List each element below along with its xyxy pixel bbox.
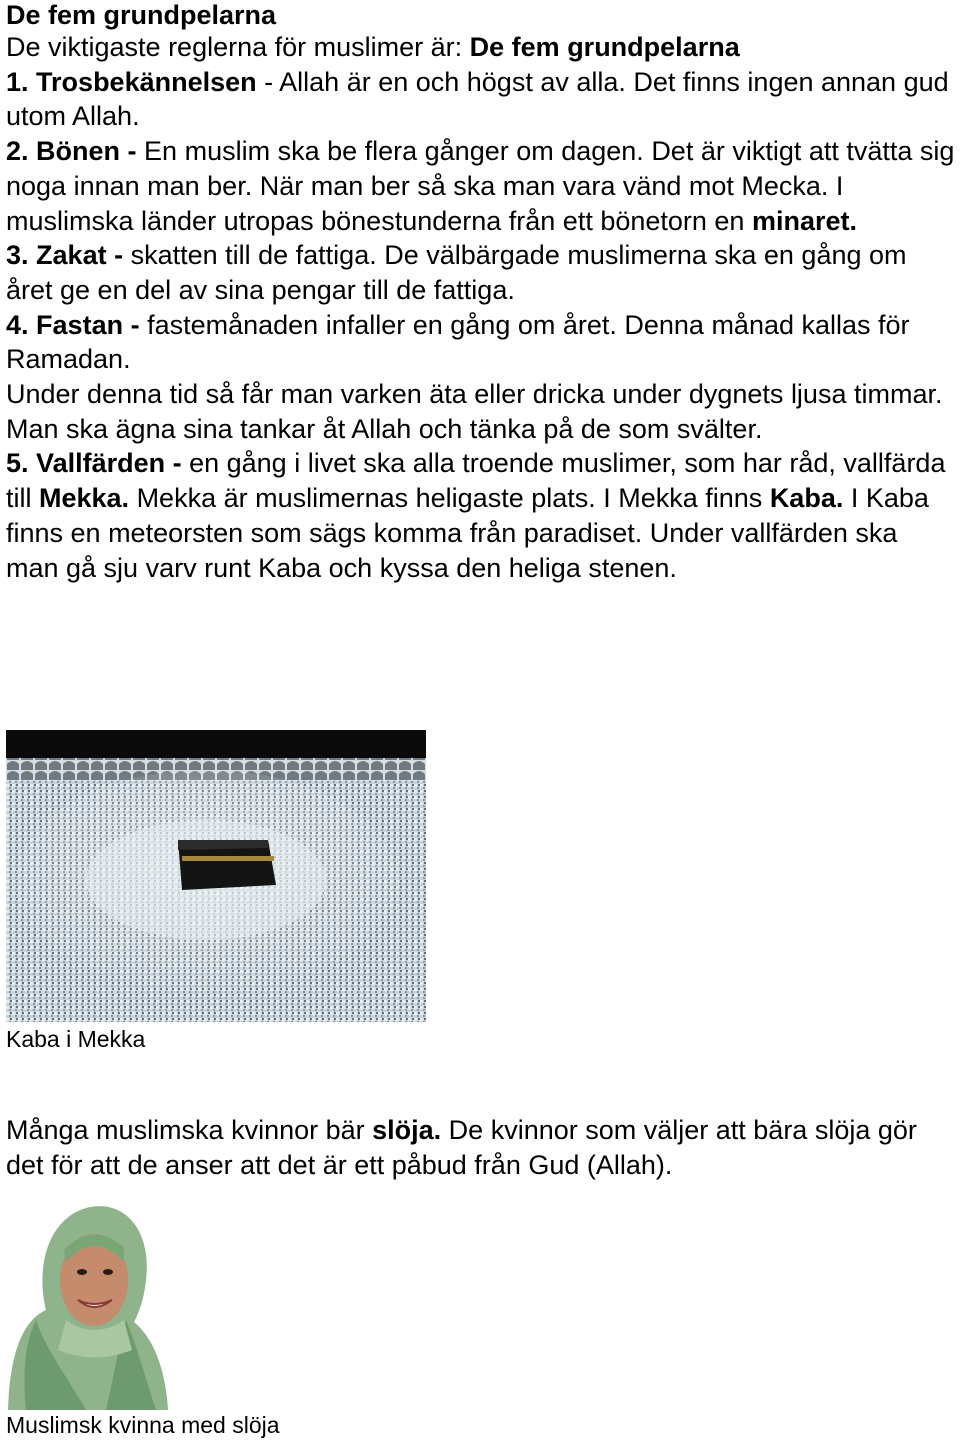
woman-photo: [6, 1200, 170, 1410]
pillar-1-name: Trosbekännelsen: [36, 66, 257, 97]
woman-caption: Muslimsk kvinna med slöja: [6, 1412, 280, 1438]
pillar-2: [6, 134, 956, 238]
veil-bold: slöja.: [372, 1115, 442, 1145]
pillar-1-number: 1.: [6, 66, 29, 97]
veil-text-a: Många muslimska kvinnor bär: [6, 1115, 373, 1145]
pillar-5: [6, 446, 956, 585]
intro-bold: De fem grundpelarna: [469, 32, 740, 62]
pillar-2-number: 2.: [6, 136, 29, 167]
document-body: [6, 0, 956, 585]
pillar-2-text: En muslim ska be flera gånger om dagen. Det är viktigt att tvätta sig noga innan man ber. När man ber så ska man vara vänd mot Mecka. I muslimska länder utropas bönestunderna från ett bönetorn en: [6, 136, 955, 236]
intro-paragraph: [6, 30, 956, 65]
kaba-caption: Kaba i Mekka: [6, 1026, 146, 1052]
pillar-5-mekka: Mekka.: [39, 483, 130, 514]
pillar-3-name: Zakat -: [36, 240, 124, 271]
pillar-5-text-a: en gång i livet ska alla troende muslimer, som har råd, vallfärda till: [6, 448, 946, 514]
fasting-extra: Under denna tid så får man varken äta eller dricka under dygnets ljusa timmar. Man ska ägna sina tankar åt Allah och tänka på de som svälter.: [6, 379, 943, 444]
intro-text: De viktigaste reglerna för muslimer är:: [6, 32, 470, 62]
pillar-4-text: fastemånaden infaller en gång om året. Denna månad kallas för Ramadan.: [6, 309, 910, 375]
page-title: De fem grundpelarna: [6, 0, 277, 30]
kaba-photo: [6, 730, 426, 1022]
veil-text-b: De kvinnor som väljer att bära slöja gör det för att de anser att det är ett påbud från Gud (Allah).: [6, 1115, 917, 1180]
pillar-1-sep: -: [256, 66, 280, 97]
pillar-2-minaret: minaret.: [751, 205, 858, 236]
pillar-5-text-c: I Kaba finns en meteorsten som sägs komma från paradiset. Under vallfärden ska man gå sju varv runt Kaba och kyssa den heliga stenen.: [6, 483, 929, 583]
pillar-3-text: skatten till de fattiga. De välbärgade muslimerna ska en gång om året ge en del av sina pengar till de fattiga.: [6, 240, 907, 305]
pillar-1: [6, 65, 956, 134]
veil-paragraph: [6, 1113, 960, 1182]
pillar-4: [6, 308, 956, 377]
pillar-5-name: Vallfärden -: [36, 448, 182, 479]
pillar-4-number: 4.: [6, 309, 29, 340]
pillar-4-name: Fastan -: [36, 309, 140, 340]
pillar-5-number: 5.: [6, 448, 29, 479]
pillar-2-name: Bönen -: [36, 136, 137, 167]
pillar-3-number: 3.: [6, 240, 29, 271]
pillar-5-kaba: Kaba.: [769, 483, 844, 514]
pillar-5-text-b: Mekka är muslimernas heligaste plats. I Mekka finns: [129, 483, 770, 514]
pillar-3: [6, 238, 956, 307]
pillar-1-text: Allah är en och högst av alla. Det finns ingen annan gud utom Allah.: [6, 66, 949, 132]
